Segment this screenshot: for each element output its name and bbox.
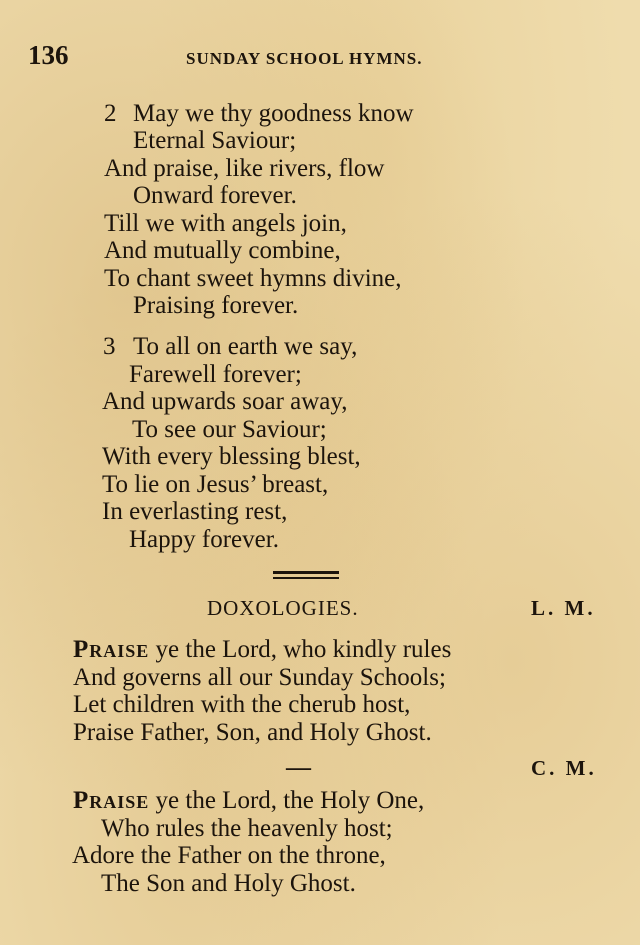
double-rule-top: [273, 571, 339, 574]
stanza-2-line-3: And praise, like rivers, flow: [104, 155, 385, 182]
stanza-2-line-7: To chant sweet hymns divine,: [104, 265, 402, 292]
stanza-3-line-3: And upwards soar away,: [102, 388, 348, 415]
doxology-2-line-2: Who rules the heavenly host;: [101, 815, 393, 842]
meter-label-cm: C. M.: [531, 756, 597, 780]
doxology-2-line-1-rest: ye the Lord, the Holy One,: [149, 787, 425, 814]
stanza-2-line-6: And mutually combine,: [104, 237, 341, 264]
stanza-2-line-1: May we thy goodness know: [133, 100, 414, 127]
doxology-1-line-3: Let children with the cherub host,: [73, 691, 411, 718]
doxology-1-line-1: [73, 636, 451, 664]
doxology-2-line-3: Adore the Father on the throne,: [72, 842, 386, 869]
doxology-1-line-1-rest: ye the Lord, who kindly rules: [149, 636, 452, 663]
doxology-2-line-1: [73, 787, 424, 815]
meter-label-lm: L. M.: [531, 596, 596, 620]
stanza-3-line-2: Farewell forever;: [129, 361, 302, 388]
stanza-3-line-8: Happy forever.: [129, 526, 279, 553]
section-heading: DOXOLOGIES.: [207, 596, 359, 620]
stanza-2-line-8: Praising forever.: [133, 292, 299, 319]
stanza-2-line-4: Onward forever.: [133, 182, 297, 209]
stanza-2-number: 2: [104, 100, 117, 127]
running-title: SUNDAY SCHOOL HYMNS.: [186, 49, 423, 68]
doxology-1-line-2: And governs all our Sunday Schools;: [73, 664, 446, 691]
stanza-2-line-5: Till we with angels join,: [104, 210, 347, 237]
stanza-3-number: 3: [103, 333, 116, 360]
stanza-3-line-1: To all on earth we say,: [133, 333, 358, 360]
page-number: 136: [28, 40, 69, 70]
doxology-2-lead-word: Praise: [73, 787, 150, 814]
doxology-2-line-4: The Son and Holy Ghost.: [101, 870, 356, 897]
stanza-2-line-2: Eternal Saviour;: [133, 127, 297, 154]
doxology-1-lead-word: Praise: [73, 636, 150, 663]
double-rule-bottom: [273, 577, 339, 579]
stanza-3-line-5: With every blessing blest,: [102, 443, 361, 470]
doxology-1-line-4: Praise Father, Son, and Holy Ghost.: [73, 719, 432, 746]
stanza-3-line-6: To lie on Jesus’ breast,: [102, 471, 329, 498]
dash-separator: —: [286, 754, 311, 781]
stanza-3-line-7: In everlasting rest,: [102, 498, 288, 525]
stanza-3-line-4: To see our Saviour;: [132, 416, 327, 443]
